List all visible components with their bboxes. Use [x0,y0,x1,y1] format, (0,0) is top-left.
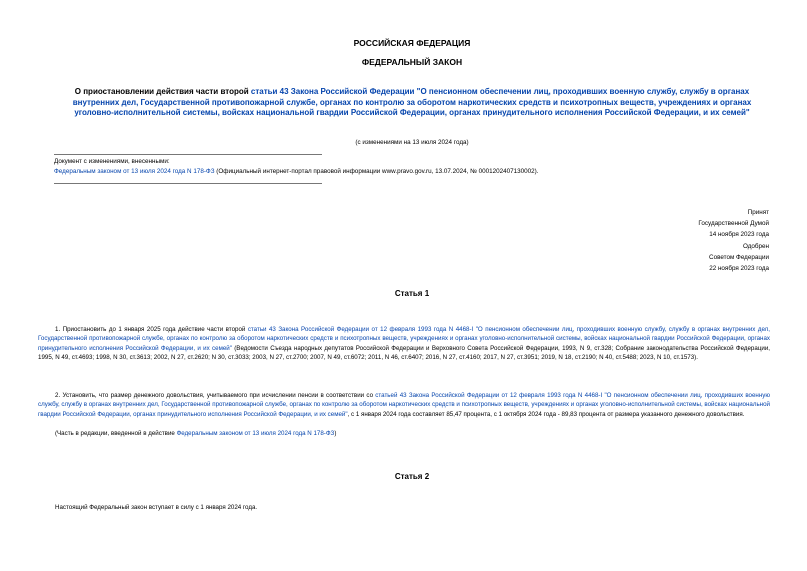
acceptance-line: 14 ноября 2023 года [709,231,769,239]
doc-changes-rest: (Официальный интернет-портал правовой информации www.pravo.gov.ru, 13.07.2024, № 0001202407130002). [214,168,539,175]
divider-bottom [54,183,322,184]
note-law-link[interactable]: Федеральным законом от 13 июля 2024 года N 178-ФЗ [176,430,335,437]
paragraph-2-law-link[interactable]: статьей 43 Закона Российской Федерации от 12 февраля 1993 года N 4468-I "О пенсионном обеспечении лиц, проходивших военную службу, службу в органах внутренних дел, Государственной противопожарной службе, органах по контролю за оборотом наркотических средств и психотропных веществ, учреждениях и органах уголовно-исполнительной системы, войсках национальной гвардии Российской Федерации, органах принудительного исполнения Российской Федерации, и их семей" [38,392,770,418]
note-suffix: ) [334,430,337,437]
title-prefix: О приостановлении действия части второй [74,87,251,96]
doc-changes-link[interactable]: Федеральным законом от 13 июля 2024 года N 178-ФЗ [54,168,215,175]
paragraph-1-law-link[interactable]: статьи 43 Закона Российской Федерации от 12 февраля 1993 года N 4468-I "О пенсионном обеспечении лиц, проходивших военную службу, службу в органах внутренних дел, Государственной противопожарной службе, органах по контролю за оборотом наркотических средств и психотропных веществ, учреждениях и органах уголовно-исполнительной системы, войсках национальной гвардии Российской Федерации, органах принудительного исполнения Российской Федерации, и их семей" [38,326,771,352]
doc-changes-label: Документ с изменениями, внесенными: [54,158,170,165]
doc-type-heading: ФЕДЕРАЛЬНЫЙ ЗАКОН [361,57,463,67]
article-1-paragraph-2-note [38,429,770,438]
article-1-paragraph-1 [38,325,770,362]
acceptance-line: Принят [747,209,769,216]
country-heading: РОССИЙСКАЯ ФЕДЕРАЦИЯ [353,38,471,48]
acceptance-line: Советом Федерации [709,253,769,261]
acceptance-block [698,207,769,274]
acceptance-line: 22 ноября 2023 года [709,265,769,273]
article-2-heading: Статья 2 [394,472,430,481]
paragraph-2-rest: , с 1 января 2024 года составляет 85,47 процента, с 1 октября 2024 года - 89,83 процента от размера указанного денежного довольствия. [347,410,745,418]
note-prefix: (Часть в редакции, введенной в действие [55,430,177,437]
paragraph-2-prefix: 2. Установить, что размер денежного довольствия, учитываемого при исчислении пенсии в соответствии со [55,392,376,399]
acceptance-line: Одобрен [742,242,769,250]
paragraph-1-prefix: 1. Приостановить до 1 января 2025 года действие части второй [55,326,248,333]
acceptance-line: Государственной Думой [698,220,769,228]
divider-top [54,154,322,155]
article-2-text: Настоящий Федеральный закон вступает в силу с 1 января 2024 года. [55,504,258,511]
title-law-link[interactable]: статьи 43 Закона Российской Федерации "О пенсионном обеспечении лиц, проходивших военную службу, службу в органах внутренних дел, Государственной противопожарной службе, органах по контролю за оборотом наркотических средств и психотропных веществ, учреждениях и органах уголовно-исполнительной системы, войсках национальной гвардии Российской Федерации, органах принудительного исполнения Российской Федерации, и их семей" [72,87,752,118]
article-1-heading: Статья 1 [394,289,430,298]
doc-changes-source [54,167,764,177]
article-1-paragraph-2 [38,391,770,419]
paragraph-1-rest: (Ведомости Съезда народных депутатов Российской Федерации и Верховного Совета Российской Федерации, 1993, N 9, ст.328; Собрание законодательства Российской Федерации, 1995, N 49, ст.4693; 1998, N 30, ст.3613; 2002, N 27, ст.2620; N 30, ст.3033; 2003, N 27, ст.2700; 2007, N 49, ст.6072; 2011, N 46, ст.6407; 2016, N 27, ст.4160; 2017, N 27, ст.3951; 2019, N 18, ст.2190; N 40, ст.5488; 2023, N 10, ст.1573). [38,344,770,361]
edition-note: (с изменениями на 13 июля 2024 года) [355,139,469,146]
law-title [54,87,770,119]
article-2-paragraph [38,503,770,512]
